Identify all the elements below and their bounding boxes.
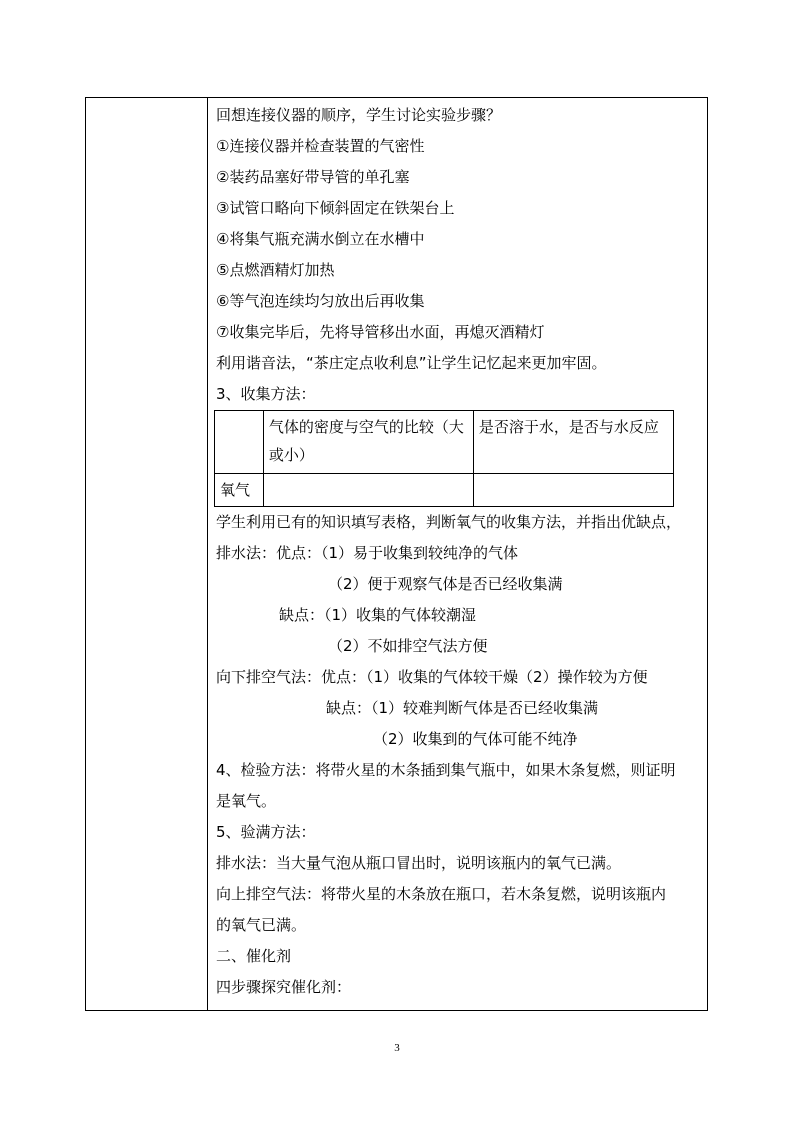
step-3: ③试管口略向下倾斜固定在铁架台上 [216, 199, 455, 217]
text-line: 缺点：（1）较难判断气体是否已经收集满 [326, 699, 599, 717]
step-4: ④将集气瓶充满水倒立在水槽中 [216, 230, 425, 248]
mnemonic-note: 利用谐音法，“茶庄定点收利息”让学生记忆起来更加牢固。 [216, 354, 607, 372]
section-collection-method: 3、收集方法： [216, 385, 316, 403]
text-line: 排水法：优点：（1）易于收集到较纯净的气体 [216, 544, 519, 562]
text-line: 是氧气。 [216, 792, 277, 810]
table-cell [215, 411, 264, 474]
table-cell [473, 474, 673, 507]
step-6: ⑥等气泡连续均匀放出后再收集 [216, 292, 425, 310]
text-line: 学生利用已有的知识填写表格，判断氧气的收集方法，并指出优缺点， [216, 513, 682, 531]
text-line: （2）收集到的气体可能不纯净 [373, 730, 578, 748]
text-line: 回想连接仪器的顺序，学生讨论实验步骤？ [216, 106, 502, 124]
step-7: ⑦收集完毕后，先将导管移出水面，再熄灭酒精灯 [216, 323, 545, 341]
step-5: ⑤点燃酒精灯加热 [216, 261, 335, 279]
section-full-check-method: 5、验满方法： [216, 823, 316, 841]
collection-method-table [214, 410, 674, 507]
step-2: ②装药品塞好带导管的单孔塞 [216, 168, 410, 186]
section-catalyst: 二、催化剂 [216, 947, 292, 965]
lesson-table [85, 97, 708, 1011]
table-header-density: 气体的密度与空气的比较（大或小） [263, 411, 473, 474]
text-line: 缺点：（1）收集的气体较潮湿 [279, 606, 477, 624]
text-line: 向上排空气法：将带火星的木条放在瓶口，若木条复燃，说明该瓶内 [216, 885, 667, 903]
text-line: 四步骤探究催化剂： [216, 978, 352, 996]
text-line: （2）便于观察气体是否已经收集满 [328, 575, 563, 593]
text-line: 排水法：当大量气泡从瓶口冒出时，说明该瓶内的氧气已满。 [216, 854, 622, 872]
table-header-row [215, 411, 674, 474]
table-row [215, 474, 674, 507]
left-column-cell [86, 98, 208, 1010]
table-cell [263, 474, 473, 507]
content-cell [216, 98, 708, 1003]
table-row-label: 氧气 [215, 474, 264, 507]
step-1: ①连接仪器并检查装置的气密性 [216, 137, 425, 155]
table-header-solubility: 是否溶于水，是否与水反应 [473, 411, 673, 474]
text-line: 的氧气已满。 [216, 916, 307, 934]
text-line: （2）不如排空气法方便 [328, 637, 488, 655]
section-test-method: 4、检验方法：将带火星的木条插到集气瓶中，如果木条复燃，则证明 [216, 761, 676, 779]
page-number: 3 [394, 1042, 400, 1054]
text-line: 向下排空气法：优点：（1）收集的气体较干燥（2）操作较为方便 [216, 668, 648, 686]
